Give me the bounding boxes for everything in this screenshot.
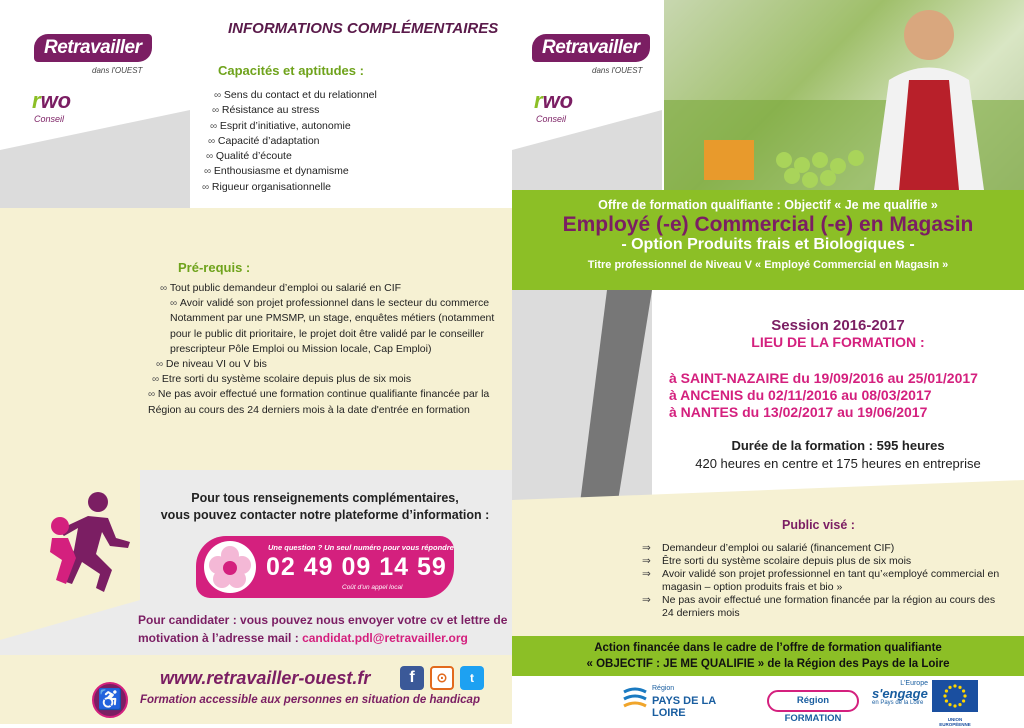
- region-formation-logo: Région FORMATION: [767, 690, 859, 712]
- phone-cost: Coût d'un appel local: [342, 584, 403, 591]
- lieu-item: à NANTES du 13/02/2017 au 19/06/2017: [669, 404, 928, 420]
- prerequis-item: ∞ Ne pas avoir effectué une formation continue qualifiante financée par la Région au cours des 24 derniers mois à la date d'entrée en formation: [144, 387, 496, 417]
- capacite-item: ∞ Capacité d’adaptation: [200, 134, 377, 149]
- lieu-title: LIEU DE LA FORMATION :: [751, 334, 925, 350]
- lieu-item: à ANCENIS du 02/11/2016 au 08/03/2017: [669, 387, 932, 403]
- action-line-1: Action financée dans le cadre de l’offre de formation qualifiante: [594, 642, 942, 654]
- europe-sengage-logo: [872, 680, 928, 720]
- facebook-icon[interactable]: f: [400, 666, 424, 690]
- lieux-list: [669, 370, 978, 421]
- public-item: ⇒ Être sorti du système scolaire depuis plus de six mois: [662, 555, 1002, 568]
- public-item: ⇒ Ne pas avoir effectué une formation financée par la région au cours des 24 derniers mois: [662, 594, 1002, 620]
- region-small: Région: [652, 685, 675, 692]
- wheelchair-icon: ♿: [92, 682, 128, 718]
- candidater-label: Pour candidater : vous pouvez nous envoyer votre cv et lettre de motivation à l’adresse mail :: [138, 613, 508, 645]
- website-link[interactable]: www.retravailler-ouest.fr: [160, 668, 371, 688]
- right-panel: [512, 0, 1024, 727]
- region-wave-icon: [622, 686, 648, 712]
- rwo-logo-sub: Conseil: [34, 114, 65, 124]
- formation-title: Employé (-e) Commercial (-e) en Magasin: [562, 213, 974, 236]
- eu-label: UNION EUROPÉENNE: [939, 717, 971, 727]
- capacite-item: ∞ Résistance au stress: [200, 103, 377, 118]
- public-title: Public visé :: [782, 518, 855, 532]
- section-title: INFORMATIONS COMPLÉMENTAIRES: [228, 20, 499, 37]
- contact-line-1: Pour tous renseignements complémentaires,: [191, 491, 459, 505]
- retravailler-logo: Retravailler: [34, 34, 152, 62]
- contact-line-2: vous pouvez contacter notre plateforme d’information :: [160, 508, 490, 522]
- public-list: [662, 542, 1002, 620]
- region-pays-de-la-loire-logo: [622, 682, 752, 718]
- prerequis-item: ∞ Tout public demandeur d’emploi ou salarié en CIF: [144, 281, 496, 296]
- capacite-item: ∞ Esprit d’initiative, autonomie: [200, 119, 377, 134]
- offer-block: [512, 198, 1024, 271]
- session-block: [652, 317, 1024, 350]
- prerequis-list: [144, 281, 496, 418]
- eu-flag-icon: [932, 680, 978, 712]
- action-line-2: « OBJECTIF : JE ME QUALIFIE » de la Région des Pays de la Loire: [586, 658, 950, 670]
- flower-icon: [204, 541, 256, 593]
- running-figure-icon: [38, 488, 134, 598]
- offer-line: Offre de formation qualifiante : Objectif « Je me qualifie »: [598, 198, 938, 212]
- europe-small: L'Europe: [900, 680, 928, 687]
- public-item: ⇒ Avoir validé son projet professionnel en tant qu’«employé commercial en magasin – option produits frais et bio »: [662, 568, 1002, 594]
- duree: Durée de la formation : 595 heures: [731, 438, 945, 453]
- retravailler-logo: Retravailler: [532, 34, 650, 62]
- rwo-logo-sub: Conseil: [536, 114, 567, 124]
- duree-block: [652, 438, 1024, 471]
- capacite-item: ∞ Qualité d’écoute: [200, 149, 377, 164]
- rwo-logo: rwo: [534, 88, 574, 113]
- handicap-text: Formation accessible aux personnes en situation de handicap: [140, 694, 480, 706]
- capacite-item: ∞ Sens du contact et du relationnel: [200, 88, 377, 103]
- rwo-logo: rwo: [32, 88, 72, 113]
- europe-engage: s'engage: [872, 686, 928, 701]
- lieu-item: à SAINT-NAZAIRE du 19/09/2016 au 25/01/2017: [669, 370, 978, 386]
- phone-number[interactable]: 02 49 09 14 59: [266, 553, 447, 581]
- action-financee: [512, 640, 1024, 672]
- shop-employee-photo: [664, 0, 1024, 190]
- candidate-email-link[interactable]: candidat.pdl@retravailler.org: [302, 631, 468, 645]
- viadeo-icon[interactable]: ⊙: [430, 666, 454, 690]
- left-panel: [0, 0, 512, 724]
- prerequis-item: ∞ Avoir validé son projet professionnel dans le secteur du commerce Notamment par une PMSMP, un stage, enquêtes métiers (notamment pour le public dit prioritaire, le projet doit être validé par le conseiller prescripteur Pôle Emploi ou Mission locale, Cap Emploi): [144, 296, 496, 357]
- prerequis-item: ∞ De niveau VI ou V bis: [144, 357, 496, 372]
- prerequis-title: Pré-requis :: [178, 260, 251, 275]
- retravailler-logo-sub: dans l'OUEST: [92, 66, 143, 75]
- eu-flag-logo: [932, 680, 978, 727]
- capacites-list: [200, 88, 377, 195]
- phone-box[interactable]: [196, 536, 454, 598]
- retravailler-logo-sub: dans l'OUEST: [592, 66, 643, 75]
- capacite-item: ∞ Enthousiasme et dynamisme: [200, 164, 377, 179]
- contact-text: [140, 490, 510, 524]
- capacites-title: Capacités et aptitudes :: [218, 63, 364, 78]
- public-item: ⇒ Demandeur d’emploi ou salarié (financement CIF): [662, 542, 1002, 555]
- candidater-text: [138, 611, 508, 647]
- prerequis-item: ∞ Etre sorti du système scolaire depuis plus de six mois: [144, 372, 496, 387]
- europe-sub: en Pays de la Loire: [872, 700, 924, 706]
- formation-subtitle: - Option Produits frais et Biologiques -: [621, 236, 915, 253]
- capacite-item: ∞ Rigueur organisationnelle: [200, 180, 377, 195]
- titre-pro: Titre professionnel de Niveau V « Employé Commercial en Magasin »: [587, 259, 949, 271]
- region-name: PAYS DE LA LOIRE: [652, 695, 716, 719]
- duree-detail: 420 heures en centre et 175 heures en entreprise: [695, 456, 981, 471]
- phone-tagline: Une question ? Un seul numéro pour vous répondre: [268, 543, 454, 552]
- session-title: Session 2016-2017: [771, 317, 905, 334]
- twitter-icon[interactable]: t: [460, 666, 484, 690]
